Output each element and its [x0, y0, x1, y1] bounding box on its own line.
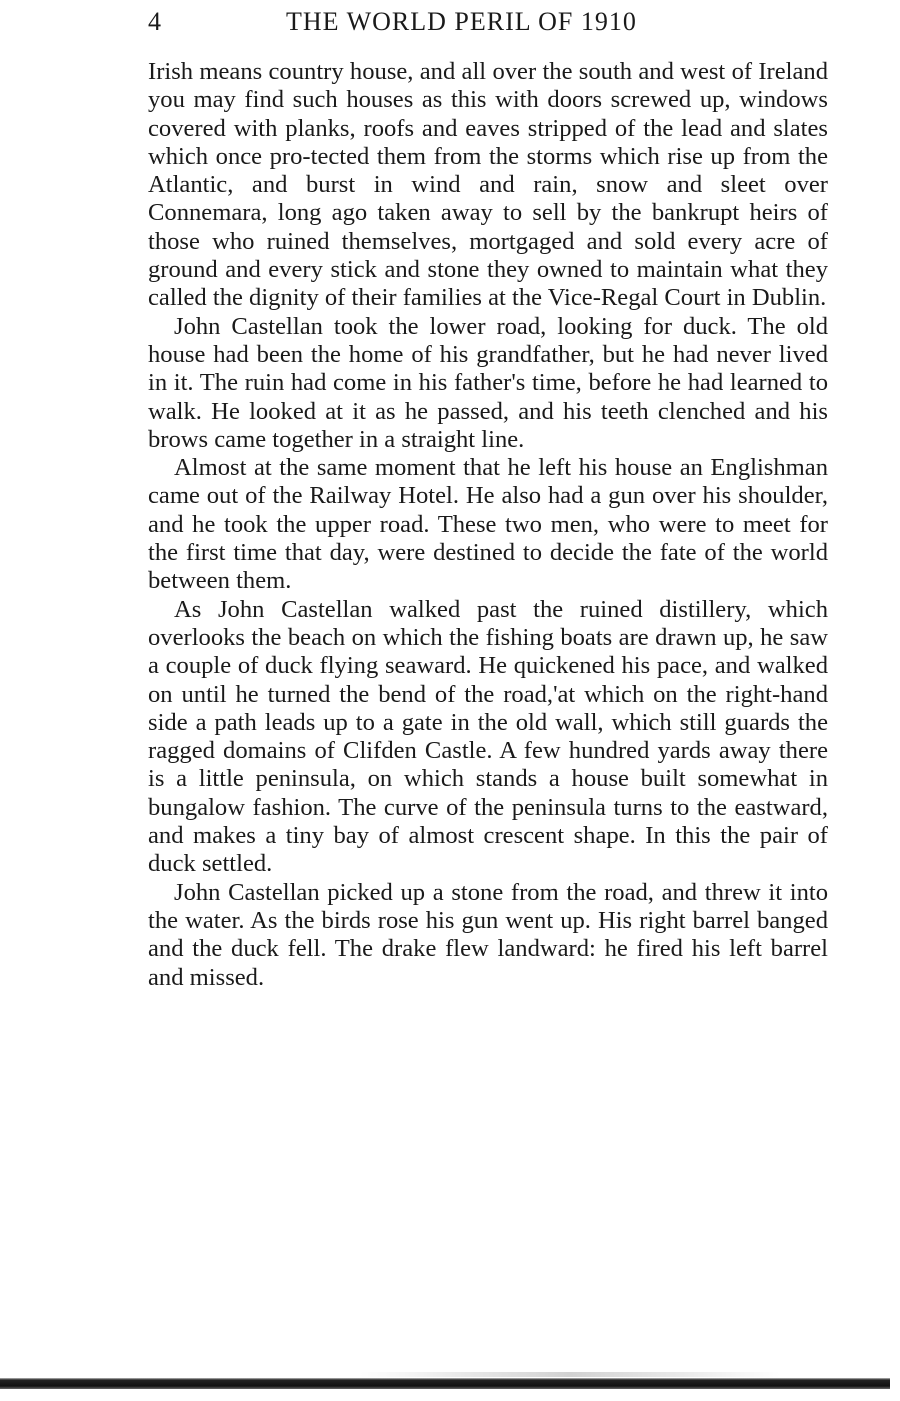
paragraph-distillery: As John Castellan walked past the ruined distillery, which overlooks the beach on which the fishing boats are drawn up, he saw a couple of duck flying seaward. He quickened his pace, and walked on until he turned the bend of the road,'at which on the right-hand side a path leads up to a gate in the old wall, which still guards the ragged domains of Clifden Castle. A few hundred yards away there is a little peninsula, on which stands a house built somewhat in bungalow fashion. The curve of the peninsula turns to the eastward, and makes a tiny bay of almost crescent shape. In this the pair of duck settled.: [148, 595, 828, 878]
paragraph-englishman: Almost at the same moment that he left his house an Englishman came out of the Railway Hotel. He also had a gun over his shoulder, and he took the upper road. These two men, who were to meet for the first time that day, were destined to decide the fate of the world between them.: [148, 454, 828, 595]
page-number: 4: [148, 7, 161, 36]
running-title: THE WORLD PERIL OF 1910: [286, 7, 637, 36]
paragraph-lower-road: John Castellan took the lower road, looking for duck. The old house had been the home of his grandfather, but he had never lived in it. The ruin had come in his father's time, before he had learned to walk. He looked at it as he passed, and his teeth clenched and his brows came together in a straight line.: [148, 312, 828, 453]
paragraph-continuation: Irish means country house, and all over the south and west of Ireland you may find such houses as this with doors screwed up, windows covered with planks, roofs and eaves stripped of the lead and slates which once pro-tected them from the storms which rise up from the Atlantic, and burst in wind and rain, snow and sleet over Connemara, long ago taken away to sell by the bankrupt heirs of those who ruined themselves, mortgaged and sold every acre of ground and every stick and stone they owned to maintain what they called the dignity of their families at the Vice-Regal Court in Dublin.: [148, 58, 828, 312]
page-header: [148, 6, 828, 38]
page-bottom-edge: [0, 1378, 890, 1389]
paragraph-stone-thrown: John Castellan picked up a stone from the road, and threw it into the water. As the birds rose his gun went up. His right barrel banged and the duck fell. The drake flew landward: he fired his left barrel and missed.: [148, 878, 828, 991]
body-text: [148, 58, 828, 992]
scan-shadow: [360, 1372, 780, 1377]
